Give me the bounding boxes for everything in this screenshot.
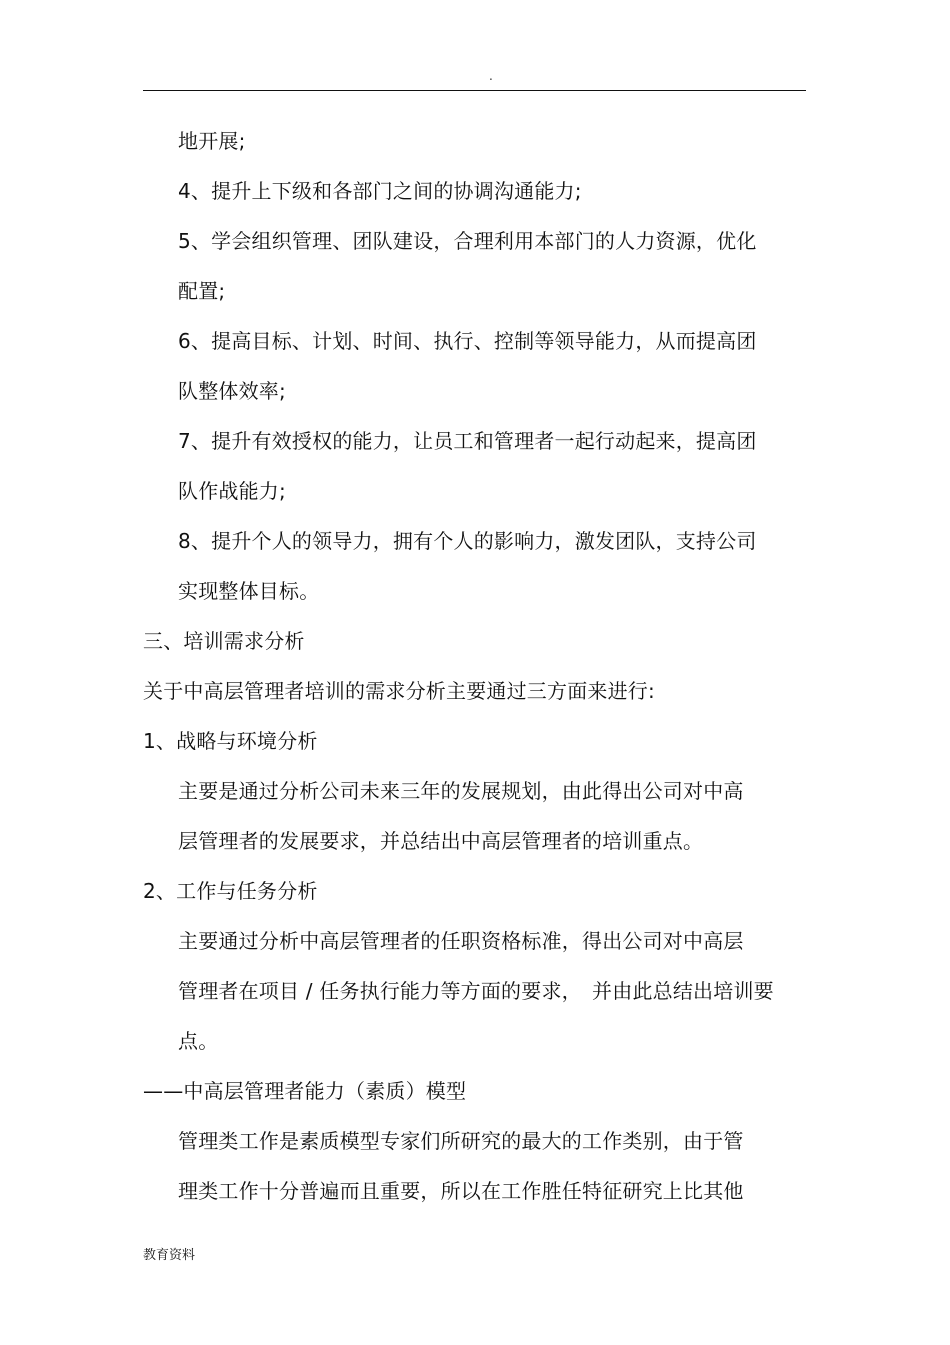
- text-line: 地开展;: [178, 129, 246, 153]
- header-mark: .: [489, 69, 493, 83]
- text-line: 队整体效率;: [178, 379, 286, 403]
- footer-label: 教育资料: [143, 1248, 196, 1263]
- text-line: 管理类工作是素质模型专家们所研究的最大的工作类别，由于管: [178, 1129, 744, 1153]
- section-heading: 三、培训需求分析: [143, 629, 305, 653]
- subsection-heading: 2、工作与任务分析: [143, 879, 318, 903]
- text-line: 5、学会组织管理、团队建设，合理利用本部门的人力资源，优化: [178, 229, 757, 253]
- text-line: 8、提升个人的领导力，拥有个人的影响力，激发团队，支持公司: [178, 529, 757, 553]
- text-line: 6、提高目标、计划、时间、执行、控制等领导能力，从而提高团: [178, 329, 757, 353]
- text-line: 7、提升有效授权的能力，让员工和管理者一起行动起来，提高团: [178, 429, 757, 453]
- text-line: 层管理者的发展要求，并总结出中高层管理者的培训重点。: [178, 829, 704, 853]
- subsection-heading: 1、战略与环境分析: [143, 729, 318, 753]
- text-line: 理类工作十分普遍而且重要，所以在工作胜任特征研究上比其他: [178, 1179, 744, 1203]
- text-line: 实现整体目标。: [178, 579, 320, 603]
- text-line: 配置;: [178, 279, 226, 303]
- text-line: 管理者在项目 / 任务执行能力等方面的要求， 并由此总结出培训要: [178, 979, 774, 1003]
- text-line: 点。: [178, 1029, 219, 1053]
- text-line: 4、提升上下级和各部门之间的协调沟通能力;: [178, 179, 582, 203]
- text-line: 主要通过分析中高层管理者的任职资格标准，得出公司对中高层: [178, 929, 744, 953]
- text-line: 关于中高层管理者培训的需求分析主要通过三方面来进行:: [143, 679, 655, 703]
- text-line: 主要是通过分析公司未来三年的发展规划，由此得出公司对中高: [178, 779, 744, 803]
- header-rule: [143, 90, 806, 91]
- text-line: 队作战能力;: [178, 479, 286, 503]
- subsection-heading: ——中高层管理者能力（素质）模型: [143, 1079, 467, 1103]
